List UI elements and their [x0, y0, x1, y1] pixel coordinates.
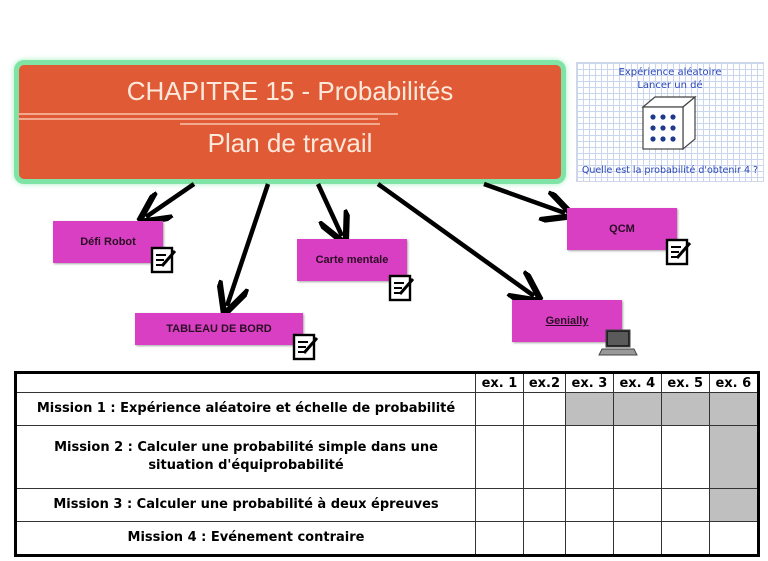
illustration-title: Expérience aléatoire	[618, 67, 722, 78]
table-header-row	[16, 373, 759, 393]
progress-cell[interactable]	[523, 393, 565, 426]
progress-cell[interactable]	[661, 521, 709, 555]
progress-cell[interactable]	[565, 489, 613, 522]
progress-cell[interactable]	[661, 489, 709, 522]
arrow-to-defi-robot	[146, 184, 194, 217]
column-header: ex.2	[523, 373, 565, 393]
missions-table	[14, 371, 760, 557]
column-header: ex. 1	[476, 373, 524, 393]
progress-cell[interactable]	[661, 393, 709, 426]
defi-robot-button[interactable]: Défi Robot	[53, 221, 163, 263]
progress-cell[interactable]	[476, 393, 524, 426]
column-header: ex. 4	[613, 373, 661, 393]
progress-cell[interactable]	[565, 425, 613, 488]
genially-link[interactable]: Genially	[512, 300, 622, 342]
tableau-de-bord-button[interactable]: TABLEAU DE BORD	[135, 313, 303, 345]
table-row	[16, 425, 759, 488]
worksheet-icon[interactable]	[386, 272, 416, 302]
progress-cell[interactable]	[523, 521, 565, 555]
arrow-to-carte-mentale	[318, 184, 342, 236]
column-header: ex. 3	[565, 373, 613, 393]
progress-cell[interactable]	[476, 521, 524, 555]
mission-label: Mission 1 : Expérience aléatoire et échelle de probabilité	[16, 393, 476, 426]
carte-mentale-button[interactable]: Carte mentale	[297, 239, 407, 281]
table-row	[16, 489, 759, 522]
mission-label: Mission 3 : Calculer une probabilité à deux épreuves	[16, 489, 476, 522]
progress-cell[interactable]	[709, 425, 758, 488]
progress-cell[interactable]	[613, 425, 661, 488]
progress-cell[interactable]	[709, 489, 758, 522]
column-header: ex. 6	[709, 373, 758, 393]
page-title: CHAPITRE 15 - Probabilités	[126, 76, 454, 106]
progress-cell[interactable]	[565, 393, 613, 426]
worksheet-icon[interactable]	[290, 331, 320, 361]
worksheet-icon[interactable]	[663, 236, 693, 266]
qcm-button[interactable]: QCM	[567, 208, 677, 250]
worksheet-icon[interactable]	[148, 244, 178, 274]
progress-cell[interactable]	[613, 521, 661, 555]
arrow-to-qcm	[484, 184, 565, 213]
progress-cell[interactable]	[523, 425, 565, 488]
column-header: ex. 5	[661, 373, 709, 393]
progress-cell[interactable]	[565, 521, 613, 555]
progress-cell[interactable]	[476, 425, 524, 488]
progress-cell[interactable]	[613, 393, 661, 426]
mission-label: Mission 4 : Evénement contraire	[16, 521, 476, 555]
progress-cell[interactable]	[613, 489, 661, 522]
mission-label: Mission 2 : Calculer une probabilité simple dans une situation d'équiprobabilité	[16, 425, 476, 488]
progress-cell[interactable]	[523, 489, 565, 522]
progress-cell[interactable]	[661, 425, 709, 488]
table-row	[16, 521, 759, 555]
progress-cell[interactable]	[476, 489, 524, 522]
progress-cell[interactable]	[709, 393, 758, 426]
page-subtitle: Plan de travail	[207, 128, 373, 158]
table-row	[16, 393, 759, 426]
illustration-subtitle: Lancer un dé	[637, 80, 703, 91]
table-corner-cell	[16, 373, 476, 393]
illustration-question: Quelle est la probabilité d'obtenir 4 ?	[581, 165, 759, 176]
laptop-icon[interactable]	[598, 328, 638, 358]
progress-cell[interactable]	[709, 521, 758, 555]
arrow-to-tableau-de-bord	[227, 184, 268, 306]
